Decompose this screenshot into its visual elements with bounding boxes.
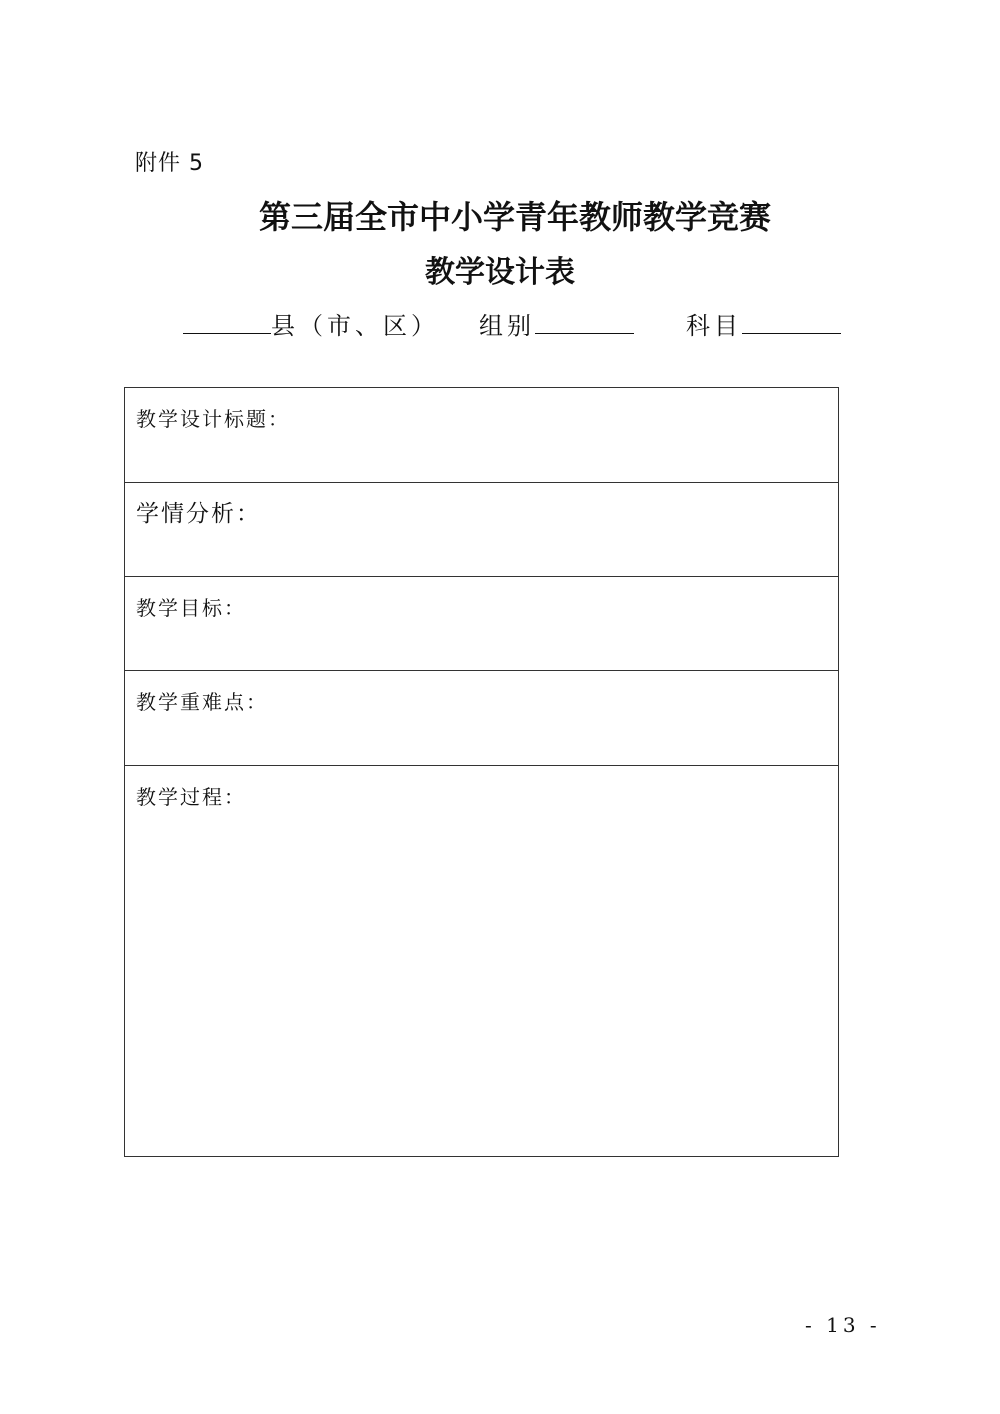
row-label-title: 教学设计标题： bbox=[136, 407, 290, 431]
form-row-objectives[interactable] bbox=[125, 577, 838, 671]
row-label-objectives: 教学目标： bbox=[136, 596, 246, 620]
header-fields bbox=[183, 306, 841, 338]
form-row-analysis[interactable] bbox=[125, 483, 838, 577]
form-row-title[interactable] bbox=[125, 388, 838, 483]
row-label-analysis: 学情分析： bbox=[136, 501, 261, 527]
document-title: 第三届全市中小学青年教师教学竞赛 bbox=[258, 198, 771, 236]
teaching-design-table bbox=[124, 387, 839, 1157]
attachment-label: 附件 5 bbox=[135, 151, 204, 176]
group-label: 组别 bbox=[479, 312, 535, 340]
group-blank[interactable] bbox=[535, 309, 634, 334]
document-subtitle: 教学设计表 bbox=[425, 255, 575, 290]
county-blank[interactable] bbox=[183, 309, 271, 334]
form-row-process[interactable] bbox=[125, 766, 838, 1156]
subject-blank[interactable] bbox=[742, 309, 841, 334]
page-number: - 13 - bbox=[805, 1313, 881, 1337]
subject-label: 科目 bbox=[686, 312, 742, 340]
form-row-key-points[interactable] bbox=[125, 671, 838, 766]
county-label: 县（市、区） bbox=[271, 312, 439, 340]
row-label-key-points: 教学重难点： bbox=[136, 690, 268, 714]
row-label-process: 教学过程： bbox=[136, 785, 246, 809]
